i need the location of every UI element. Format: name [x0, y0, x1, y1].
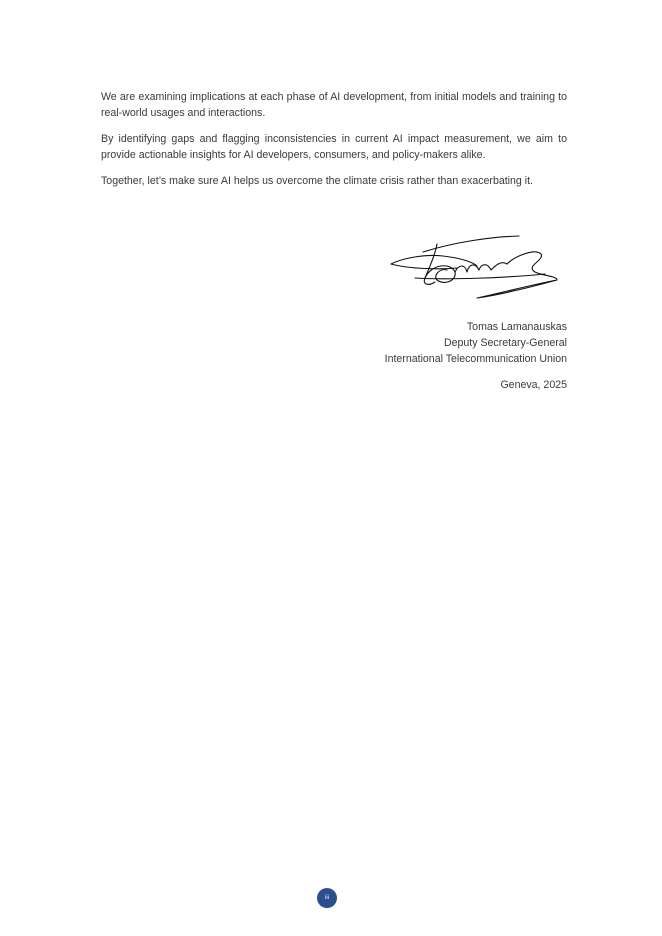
paragraph-3: Together, let’s make sure AI helps us overcome the climate crisis rather than exacerbating it. [101, 175, 534, 187]
body-text [101, 90, 567, 201]
signatory-organization: International Telecommunication Union [384, 353, 567, 365]
signature-block [385, 319, 567, 367]
signatory-title: Deputy Secretary-General [443, 337, 567, 349]
paragraph-1: We are examining implications at each phase of AI development, from initial models and training to real-world usages and interactions. [101, 91, 567, 119]
handwritten-signature [385, 228, 565, 306]
signatory-name: Tomas Lamanauskas [466, 321, 567, 333]
place-date: Geneva, 2025 [500, 379, 567, 391]
paragraph-2: By identifying gaps and flagging inconsistencies in current AI impact measurement, we aim to provide actionable insights for AI developers, consumers, and policy-makers alike. [101, 133, 567, 161]
page-number-badge: iii [317, 888, 337, 908]
